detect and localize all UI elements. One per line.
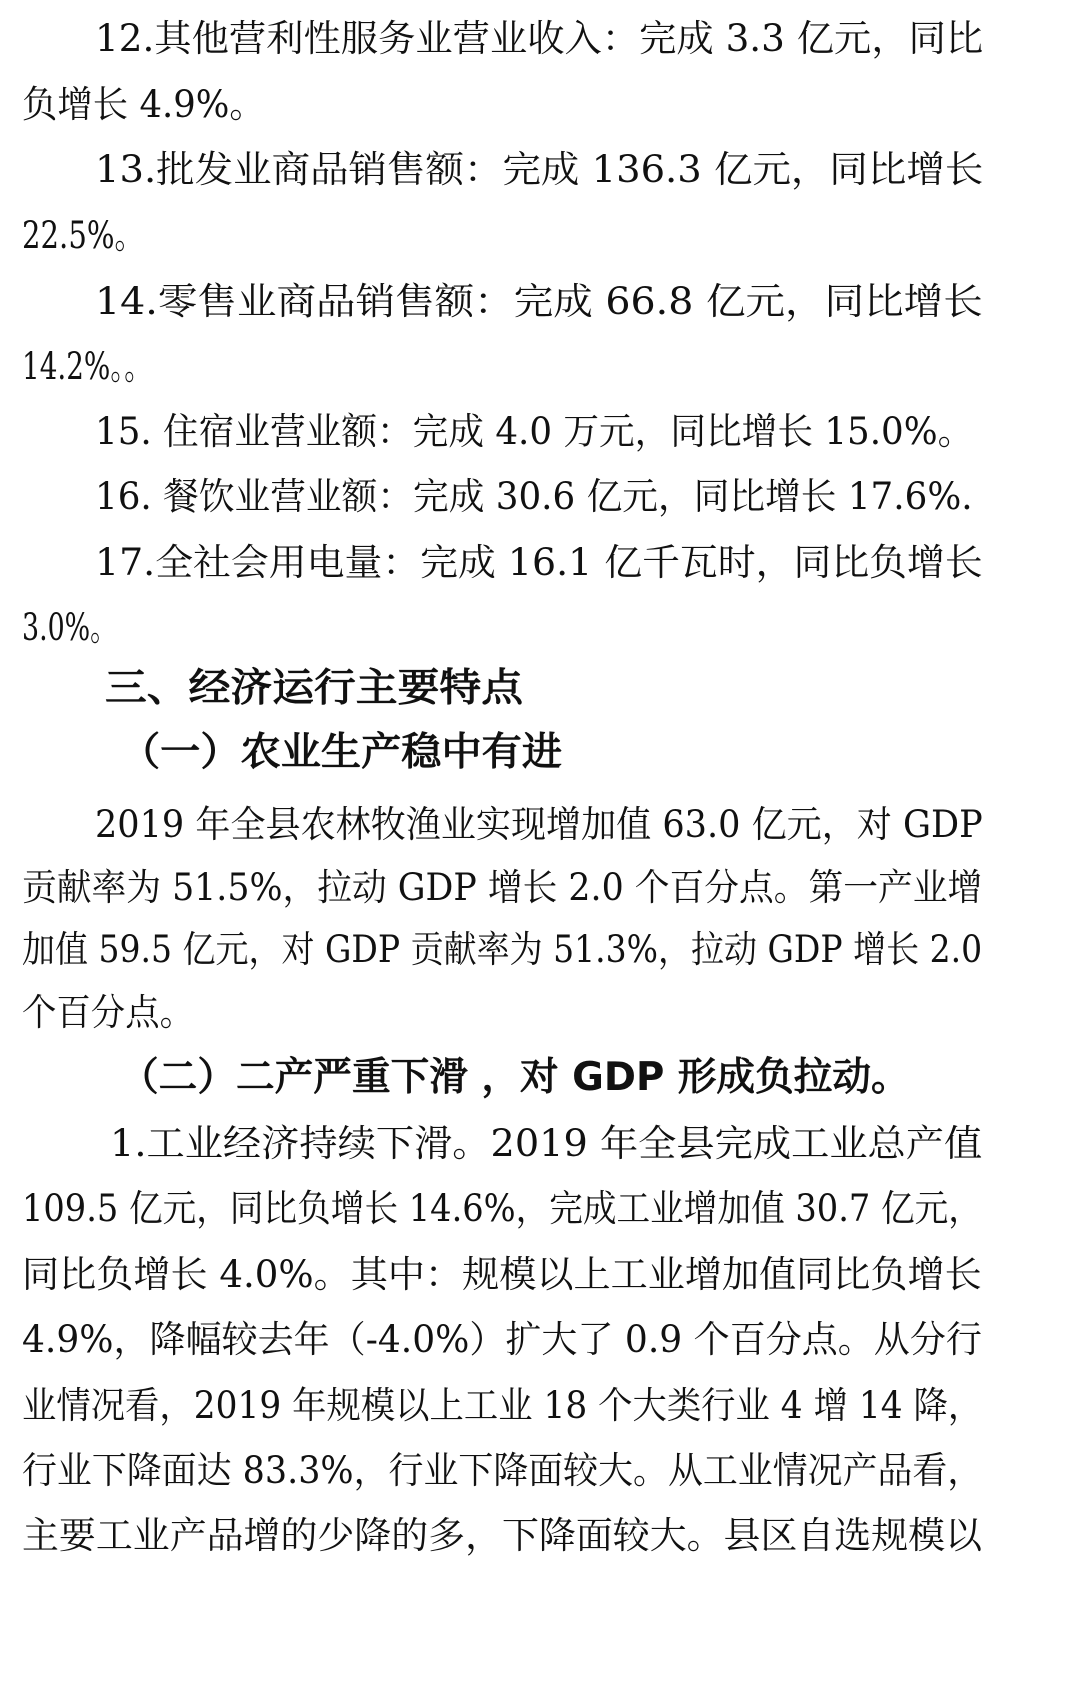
text-line: 13.批发业商品销售额：完成 136.3 亿元，同比增长: [95, 148, 984, 191]
text-line: 行业下降面达 83.3%，行业下降面较大。从工业情况产品看，: [22, 1449, 983, 1492]
text-line: 14.零售业商品销售额：完成 66.8 亿元，同比增长: [95, 280, 983, 323]
text-line: 负增长 4.9%。: [22, 83, 265, 126]
text-line: 个百分点。: [22, 991, 194, 1034]
text-line: 16. 餐饮业营业额：完成 30.6 亿元，同比增长 17.6%.: [95, 475, 973, 518]
subsection-heading: （二）二产严重下滑 ，对 GDP 形成负拉动。: [120, 1055, 910, 1100]
text-line: 17.全社会用电量：完成 16.1 亿千瓦时，同比负增长: [95, 541, 983, 584]
text-line: 加值 59.5 亿元，对 GDP 贡献率为 51.3%，拉动 GDP 增长 2.0: [22, 928, 983, 971]
section-heading: 三、经济运行主要特点: [105, 666, 524, 711]
subsection-heading: （一）农业生产稳中有进: [120, 730, 563, 775]
text-line: 主要工业产品增的少降的多，下降面较大。县区自选规模以: [22, 1514, 982, 1557]
text-line: 同比负增长 4.0%。其中：规模以上工业增加值同比负增长: [22, 1253, 982, 1296]
text-line: 业情况看，2019 年规模以上工业 18 个大类行业 4 增 14 降，: [22, 1384, 983, 1427]
text-line: 109.5 亿元，同比负增长 14.6%，完成工业增加值 30.7 亿元，: [22, 1187, 982, 1230]
text-line: 15. 住宿业营业额：完成 4.0 万元，同比增长 15.0%。: [95, 410, 974, 453]
text-line: 3.0%。: [22, 606, 117, 649]
text-line: 12.其他营利性服务业营业收入：完成 3.3 亿元，同比: [95, 17, 984, 60]
text-line: 4.9%，降幅较去年（-4.0%）扩大了 0.9 个百分点。从分行: [22, 1318, 982, 1361]
text-line: 1.工业经济持续下滑。2019 年全县完成工业总产值: [110, 1122, 983, 1165]
text-line: 14.2%。。: [22, 345, 153, 388]
text-line: 22.5%。: [22, 214, 144, 257]
text-line: 贡献率为 51.5%，拉动 GDP 增长 2.0 个百分点。第一产业增: [22, 866, 983, 909]
text-line: 2019 年全县农林牧渔业实现增加值 63.0 亿元，对 GDP: [95, 803, 983, 846]
